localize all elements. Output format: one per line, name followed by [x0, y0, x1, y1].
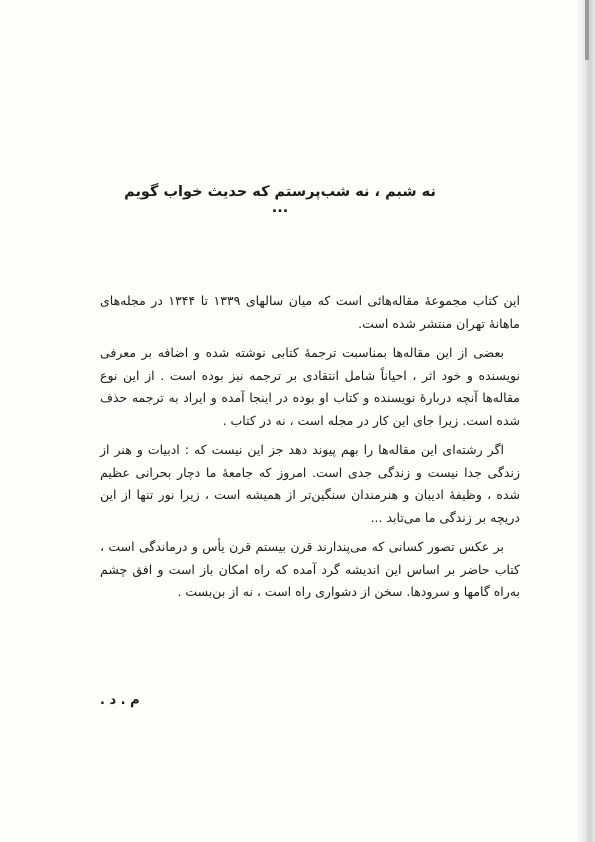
paragraph-2: بعضی از این مقاله‌ها بمناسبت ترجمهٔ کتابی نوشته شده و اضافه بر معرفی نویسنده و خود اثر ، احیاناً شامل انتقادی بر ترجمه نیز بوده است . از این نوع مقاله‌ها آنچه دربارهٔ نویسنده و کتاب او بوده در اینجا آمده و ایراد به ترجمه حذف شده است. زیرا جای این کار در مجله است ، نه در کتاب . — [100, 345, 520, 428]
page-edge-shadow — [575, 0, 595, 842]
paragraph-3: اگر رشته‌ای این مقاله‌ها را بهم پیوند دهد جز این نیست که : ادبیات و هنر از زندگی جدا نیست و زندگی جدی است. امروز که جامعهٔ ما دچار بحرانی عظیم شده ، وظیفهٔ ادیبان و هنرمندان سنگین‌تر از همیشه است ، زیرا نور تنها از این دریچه بر زندگی ما می‌تابد ... — [100, 442, 520, 525]
page-edge-mark — [585, 0, 589, 60]
preface-body — [100, 290, 520, 611]
paragraph-1: این کتاب مجموعهٔ مقاله‌هائی است که میان سالهای ۱۳۳۹ تا ۱۳۴۴ در مجله‌های ماهانهٔ تهران منتشر شده است. — [100, 293, 520, 331]
paragraph-4: بر عکس تصور کسانی که می‌پندارند قرن بیستم قرن یأس و درماندگی است ، کتاب حاضر بر اساس این اندیشه گرد آمده که راه امکان باز است و افق چشم به‌راه گامها و سرودها. سخن از دشواری راه است ، نه از بن‌بست . — [100, 539, 520, 599]
author-initials: م . د . — [100, 693, 140, 708]
epigraph: نه شبم ، نه شب‌پرستم که حدیث خواب گویم ... — [124, 184, 436, 216]
